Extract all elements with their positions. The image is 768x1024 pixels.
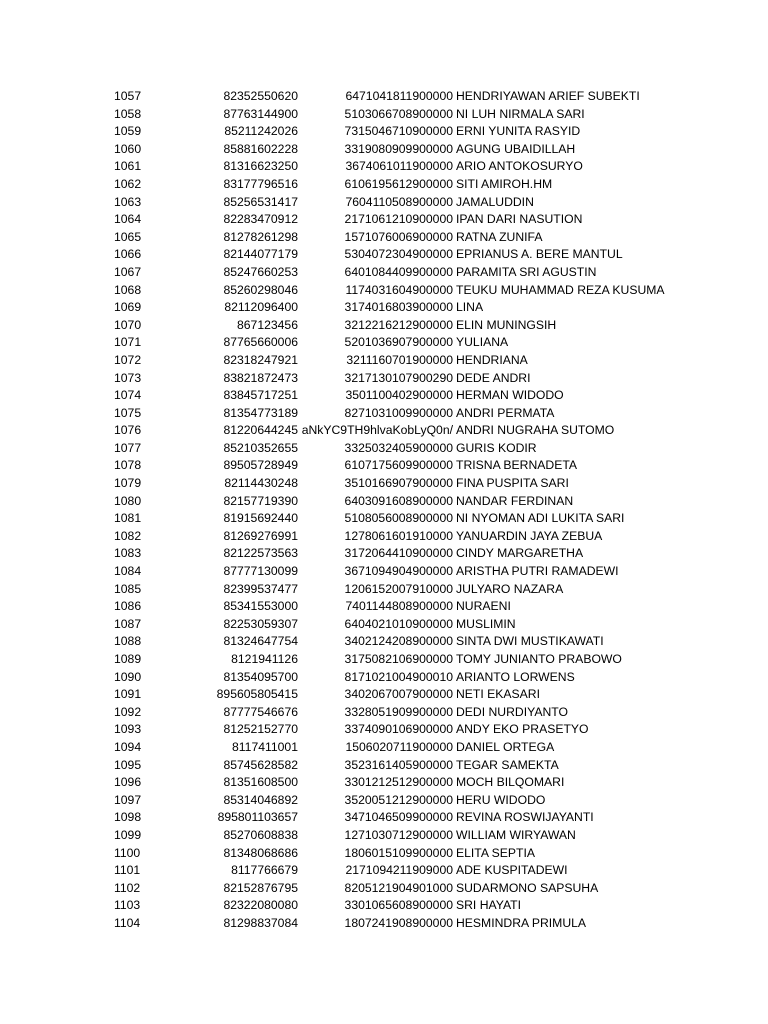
- name-cell: ANDRI PERMATA: [456, 405, 555, 420]
- id-number-cell: [300, 581, 453, 599]
- row-number-cell: 1094: [114, 739, 142, 754]
- id-number-cell: [300, 334, 453, 352]
- id-number-text: 1807241908900000: [344, 915, 453, 930]
- table-row: [0, 158, 768, 176]
- row-number-cell: 1062: [114, 176, 142, 191]
- row-number-cell: 1073: [114, 370, 142, 385]
- id-number-cell: [300, 405, 453, 423]
- phone-number-cell: 85881602228: [223, 141, 298, 156]
- table-row: [0, 123, 768, 141]
- row-number-cell: 1089: [114, 652, 142, 666]
- table-row: [0, 352, 768, 370]
- row-number-cell: 1092: [114, 704, 142, 719]
- row-number-cell: 1061: [114, 159, 142, 174]
- name-cell: AGUNG UBAIDILLAH: [456, 141, 576, 156]
- name-cell: DEDE ANDRI: [456, 370, 531, 385]
- table-row: [0, 581, 768, 599]
- row-number-cell: 1077: [114, 440, 142, 455]
- id-number-text: 5103066708900000: [344, 106, 453, 121]
- name-cell: PARAMITA SRI AGUSTIN: [456, 264, 597, 279]
- phone-number-cell: 82352550620: [223, 89, 298, 103]
- row-number-cell: 1069: [114, 300, 142, 315]
- row-number-cell: 1065: [114, 229, 142, 244]
- id-number-text: 3402124208900000: [344, 634, 453, 649]
- name-cell: ADE KUSPITADEWI: [456, 863, 568, 878]
- table-row: [0, 334, 768, 352]
- name-cell: EPRIANUS A. BERE MANTUL: [456, 247, 623, 262]
- table-row: [0, 457, 768, 475]
- name-cell: CINDY MARGARETHA: [456, 546, 584, 561]
- name-cell: NANDAR FERDINAN: [456, 493, 574, 508]
- name-cell: NI LUH NIRMALA SARI: [456, 106, 585, 121]
- id-number-text: 1806015109900000: [344, 845, 453, 860]
- phone-number-cell: 81354095700: [223, 669, 298, 684]
- row-number-cell: 1088: [114, 634, 142, 649]
- id-number-text: 3175082106900000: [344, 652, 453, 666]
- name-cell: NURAENI: [456, 599, 511, 614]
- phone-number-cell: 85270608838: [223, 827, 298, 842]
- table-row: [0, 809, 768, 827]
- phone-number-cell: 83821872473: [223, 370, 298, 385]
- id-number-cell: [300, 633, 453, 651]
- row-number-cell: 1063: [114, 194, 142, 209]
- id-number-cell: [300, 704, 453, 722]
- name-cell: SUDARMONO SAPSUHA: [456, 880, 599, 895]
- id-number-cell: [300, 757, 453, 775]
- name-cell: TEGAR SAMEKTA: [456, 757, 559, 772]
- phone-number-cell: 83177796516: [223, 176, 298, 191]
- table-row: [0, 880, 768, 898]
- phone-number-cell: 81316623250: [223, 159, 298, 174]
- row-number-cell: 1070: [114, 317, 142, 332]
- table-row: [0, 651, 768, 669]
- phone-number-cell: 82122573563: [223, 546, 298, 561]
- table-row: [0, 563, 768, 581]
- phone-number-cell: 82253059307: [223, 616, 298, 631]
- name-cell: FINA PUSPITA SARI: [456, 476, 569, 491]
- id-number-cell: [300, 123, 453, 141]
- id-number-cell: [300, 246, 453, 264]
- table-row: [0, 510, 768, 528]
- phone-number-cell: 81351608500: [223, 775, 298, 790]
- id-number-text: 1206152007910000: [344, 581, 453, 596]
- id-number-cell: [300, 370, 453, 388]
- phone-number-cell: 82322080080: [223, 898, 298, 913]
- table-row: [0, 282, 768, 300]
- row-number-cell: 1080: [114, 493, 142, 508]
- spreadsheet-table: [0, 88, 768, 933]
- id-number-cell: [300, 809, 453, 827]
- name-cell: JAMALUDDIN: [456, 194, 534, 209]
- id-number-cell: [300, 739, 453, 757]
- phone-number-cell: 895801103657: [217, 810, 298, 825]
- name-cell: WILLIAM WIRYAWAN: [456, 827, 576, 842]
- name-cell: HENDRIYAWAN ARIEF SUBEKTI: [456, 89, 640, 103]
- id-number-text: 1571076006900000: [344, 229, 453, 244]
- row-number-cell: 1071: [114, 335, 142, 350]
- name-cell: ERNI YUNITA RASYID: [456, 124, 581, 139]
- id-number-cell: [300, 827, 453, 845]
- table-row: [0, 845, 768, 863]
- id-number-text: 5304072304900000: [344, 247, 453, 262]
- phone-number-cell: 82399537477: [223, 581, 298, 596]
- row-number-cell: 1084: [114, 564, 142, 579]
- table-row: [0, 370, 768, 388]
- row-number-cell: 1072: [114, 352, 142, 367]
- id-number-text: 6471041811900000: [345, 89, 453, 103]
- id-number-text: 3301212512900000: [344, 775, 453, 790]
- id-number-text: 3402067007900000: [344, 687, 453, 702]
- phone-number-cell: 81354773189: [223, 405, 298, 420]
- table-row: [0, 299, 768, 317]
- phone-number-cell: 81348068686: [223, 845, 298, 860]
- phone-number-cell: 81278261298: [223, 229, 298, 244]
- row-number-cell: 1098: [114, 810, 142, 825]
- name-cell: ELIN MUNINGSIH: [456, 317, 557, 332]
- id-number-cell: [300, 422, 453, 440]
- name-cell: TRISNA BERNADETA: [456, 458, 577, 473]
- phone-number-cell: 82157719390: [223, 493, 298, 508]
- id-number-cell: [300, 545, 453, 563]
- phone-number-cell: 81298837084: [223, 915, 298, 930]
- id-number-text: 3510166907900000: [344, 476, 453, 491]
- id-number-text: 3172064410900000: [344, 546, 453, 561]
- id-number-text: 6401084409900000: [344, 264, 453, 279]
- name-cell: HENDRIANA: [456, 352, 528, 367]
- table-row: [0, 827, 768, 845]
- name-cell: JULYARO NAZARA: [456, 581, 564, 596]
- id-number-text: 3328051909900000: [344, 704, 453, 719]
- id-number-text: 3520051212900000: [344, 792, 453, 807]
- table-row: [0, 598, 768, 616]
- id-number-text: 8271031009900000: [344, 405, 453, 420]
- id-number-cell: [300, 651, 453, 669]
- row-number-cell: 1097: [114, 792, 142, 807]
- id-number-text: 3217130107900290: [344, 370, 453, 385]
- table-row: [0, 387, 768, 405]
- id-number-cell: [300, 669, 453, 687]
- id-number-text: 3325032405900000: [344, 440, 453, 455]
- id-number-cell: [300, 317, 453, 335]
- table-row: [0, 704, 768, 722]
- name-cell: GURIS KODIR: [456, 440, 537, 455]
- id-number-cell: [300, 493, 453, 511]
- name-cell: REVINA ROSWIJAYANTI: [456, 810, 594, 825]
- name-cell: DEDI NURDIYANTO: [456, 704, 568, 719]
- id-number-cell: [300, 563, 453, 581]
- table-row: [0, 422, 768, 440]
- phone-number-cell: 81220644245: [223, 423, 298, 438]
- name-cell: HERMAN WIDODO: [456, 388, 564, 403]
- id-number-text: 2171061210900000: [344, 212, 453, 227]
- table-row: [0, 686, 768, 704]
- phone-number-cell: 85211242026: [224, 124, 298, 139]
- id-number-cell: [300, 141, 453, 159]
- id-number-text: 3501100402900000: [345, 388, 453, 403]
- phone-number-cell: 85314046892: [223, 792, 298, 807]
- table-row: [0, 211, 768, 229]
- row-number-cell: 1086: [114, 599, 142, 614]
- table-row: [0, 141, 768, 159]
- table-row: [0, 915, 768, 933]
- row-number-cell: 1060: [114, 141, 142, 156]
- row-number-cell: 1068: [114, 282, 142, 297]
- id-number-cell: [300, 299, 453, 317]
- name-cell: YANUARDIN JAYA ZEBUA: [456, 528, 603, 543]
- phone-number-cell: 82152876795: [223, 880, 298, 895]
- row-number-cell: 1090: [114, 669, 142, 684]
- name-cell: ARISTHA PUTRI RAMADEWI: [456, 564, 619, 579]
- phone-number-cell: 85260298046: [223, 282, 298, 297]
- name-cell: SITI AMIROH.HM: [456, 176, 553, 191]
- id-number-cell: [300, 352, 453, 370]
- row-number-cell: 1059: [114, 124, 142, 139]
- id-number-cell: [300, 721, 453, 739]
- name-cell: TOMY JUNIANTO PRABOWO: [456, 652, 622, 666]
- name-cell: ELITA SEPTIA: [456, 845, 536, 860]
- row-number-cell: 1101: [114, 863, 141, 878]
- phone-number-cell: 87777546676: [223, 704, 298, 719]
- table-row: [0, 229, 768, 247]
- phone-number-cell: 82144077179: [223, 247, 298, 262]
- row-number-cell: 1064: [114, 212, 142, 227]
- id-number-text: 8171021004900010: [344, 669, 453, 684]
- id-number-cell: [300, 387, 453, 405]
- name-cell: NETI EKASARI: [456, 687, 540, 702]
- id-number-text: 7401144808900000: [345, 599, 453, 614]
- table-row: [0, 616, 768, 634]
- name-cell: RATNA ZUNIFA: [456, 229, 543, 244]
- table-row: [0, 440, 768, 458]
- id-number-text: 6106195612900000: [344, 176, 453, 191]
- row-number-cell: 1103: [114, 898, 141, 913]
- table-row: [0, 528, 768, 546]
- id-number-cell: [300, 475, 453, 493]
- row-number-cell: 1076: [114, 423, 142, 438]
- phone-number-cell: 87777130099: [223, 564, 298, 579]
- table-row: [0, 897, 768, 915]
- table-row: [0, 246, 768, 264]
- name-cell: IPAN DARI NASUTION: [456, 212, 583, 227]
- row-number-cell: 1066: [114, 247, 142, 262]
- phone-number-cell: 85210352655: [223, 440, 298, 455]
- id-number-cell: [300, 792, 453, 810]
- name-cell: ARIO ANTOKOSURYO: [456, 159, 583, 174]
- id-number-cell: [300, 686, 453, 704]
- name-cell: MOCH BILQOMARI: [456, 775, 565, 790]
- id-number-text: 3301065608900000: [344, 898, 453, 913]
- id-number-cell: [300, 211, 453, 229]
- id-number-text: 5201036907900000: [344, 335, 453, 350]
- row-number-cell: 1078: [114, 458, 142, 473]
- table-row: [0, 317, 768, 335]
- id-number-cell: [300, 158, 453, 176]
- id-number-text: 3671094904900000: [344, 564, 453, 579]
- id-number-text: 3211160701900000: [346, 352, 453, 367]
- phone-number-cell: 85341553000: [223, 599, 298, 614]
- phone-number-cell: 82318247921: [223, 352, 298, 367]
- row-number-cell: 1079: [114, 476, 142, 491]
- table-row: [0, 405, 768, 423]
- table-row: [0, 264, 768, 282]
- table-row: [0, 669, 768, 687]
- id-number-cell: [300, 774, 453, 792]
- id-number-text: 3523161405900000: [344, 757, 453, 772]
- table-row: [0, 194, 768, 212]
- table-row: [0, 774, 768, 792]
- id-number-text: 5108056008900000: [344, 511, 453, 526]
- name-cell: ANDRI NUGRAHA SUTOMO: [456, 423, 615, 438]
- phone-number-cell: 83845717251: [223, 388, 298, 403]
- id-number-text: 3212216212900000: [344, 317, 453, 332]
- id-number-text: 1271030712900000: [344, 827, 453, 842]
- name-cell: ANDY EKO PRASETYO: [456, 722, 589, 737]
- id-number-cell: [300, 229, 453, 247]
- id-number-text: 7604110508900000: [345, 194, 453, 209]
- name-cell: HESMINDRA PRIMULA: [456, 915, 587, 930]
- id-number-cell: [300, 880, 453, 898]
- name-cell: HERU WIDODO: [456, 792, 546, 807]
- phone-number-cell: 85256531417: [223, 194, 298, 209]
- table-row: [0, 633, 768, 651]
- table-row: [0, 739, 768, 757]
- phone-number-cell: 81252152770: [223, 722, 298, 737]
- id-number-text: 1506020711900000: [345, 739, 453, 754]
- name-cell: MUSLIMIN: [456, 616, 516, 631]
- row-number-cell: 1058: [114, 106, 142, 121]
- id-number-cell: [300, 845, 453, 863]
- id-number-text: 6404021010900000: [344, 616, 453, 631]
- table-row: [0, 88, 768, 106]
- table-row: [0, 493, 768, 511]
- name-cell: NI NYOMAN ADI LUKITA SARI: [456, 511, 625, 526]
- id-number-text: 1278061601910000: [344, 528, 453, 543]
- row-number-cell: 1091: [114, 687, 142, 702]
- name-cell: ARIANTO LORWENS: [456, 669, 575, 684]
- phone-number-cell: 8117766679: [231, 863, 298, 878]
- table-row: [0, 106, 768, 124]
- id-number-cell: [300, 915, 453, 933]
- table-row: [0, 862, 768, 880]
- row-number-cell: 1093: [114, 722, 142, 737]
- id-number-cell: [300, 264, 453, 282]
- id-number-text: 6107175609900000: [344, 458, 453, 473]
- table-row: [0, 721, 768, 739]
- phone-number-cell: 85745628582: [223, 757, 298, 772]
- row-number-cell: 1100: [114, 845, 141, 860]
- phone-number-cell: 87765660006: [223, 335, 298, 350]
- id-number-cell: [300, 897, 453, 915]
- id-number-text: 3471046509900000: [344, 810, 453, 825]
- id-number-cell: [300, 176, 453, 194]
- phone-number-cell: 82112096400: [224, 300, 298, 315]
- row-number-cell: 1083: [114, 546, 142, 561]
- row-number-cell: 1102: [114, 880, 141, 895]
- id-number-text: 6403091608900000: [344, 493, 453, 508]
- id-number-cell: [300, 598, 453, 616]
- row-number-cell: 1082: [114, 528, 142, 543]
- name-cell: LINA: [456, 300, 484, 315]
- phone-number-cell: 89505728949: [223, 458, 298, 473]
- phone-number-cell: 81324647754: [223, 634, 298, 649]
- phone-number-cell: 8117411001: [232, 739, 298, 754]
- name-cell: TEUKU MUHAMMAD REZA KUSUMA: [456, 282, 665, 297]
- name-cell: YULIANA: [456, 335, 509, 350]
- row-number-cell: 1067: [114, 264, 142, 279]
- row-number-cell: 1057: [114, 89, 142, 103]
- row-number-cell: 1074: [114, 388, 142, 403]
- row-number-cell: 1099: [114, 827, 142, 842]
- name-cell: SRI HAYATI: [456, 898, 522, 913]
- id-number-text: 7315046710900000: [344, 124, 453, 139]
- table-row: [0, 176, 768, 194]
- id-number-cell: [300, 106, 453, 124]
- phone-number-cell: 82283470912: [223, 212, 298, 227]
- phone-number-cell: 81915692440: [223, 511, 298, 526]
- phone-number-cell: 895605805415: [216, 687, 298, 702]
- table-row: [0, 475, 768, 493]
- row-number-cell: 1096: [114, 775, 142, 790]
- id-number-text: 1174031604900000: [345, 282, 453, 297]
- id-number-cell: [300, 528, 453, 546]
- id-number-text: aNkYC9TH9hlvaKobLyQ0n/: [301, 423, 453, 438]
- row-number-cell: 1085: [114, 581, 142, 596]
- row-number-cell: 1095: [114, 757, 142, 772]
- phone-number-cell: 867123456: [236, 317, 298, 332]
- table-row: [0, 545, 768, 563]
- id-number-cell: [300, 88, 453, 106]
- id-number-text: 3174016803900000: [344, 300, 453, 315]
- id-number-text: 2171094211909000: [345, 863, 453, 878]
- id-number-cell: [300, 616, 453, 634]
- row-number-cell: 1104: [114, 915, 141, 930]
- id-number-cell: [300, 457, 453, 475]
- table-row: [0, 757, 768, 775]
- phone-number-cell: 81269276991: [223, 528, 298, 543]
- name-cell: SINTA DWI MUSTIKAWATI: [456, 634, 604, 649]
- row-number-cell: 1075: [114, 405, 142, 420]
- id-number-cell: [300, 440, 453, 458]
- row-number-cell: 1081: [114, 511, 142, 526]
- phone-number-cell: 82114430248: [224, 476, 298, 491]
- id-number-text: 8205121904901000: [344, 880, 453, 895]
- table-row: [0, 792, 768, 810]
- phone-number-cell: 85247660253: [223, 264, 298, 279]
- id-number-cell: [300, 862, 453, 880]
- id-number-cell: [300, 194, 453, 212]
- id-number-text: 3319080909900000: [344, 141, 453, 156]
- id-number-text: 3674061011900000: [345, 159, 453, 174]
- row-number-cell: 1087: [114, 616, 142, 631]
- id-number-cell: [300, 510, 453, 528]
- id-number-cell: [300, 282, 453, 300]
- phone-number-cell: 8121941126: [231, 652, 298, 666]
- phone-number-cell: 87763144900: [223, 106, 298, 121]
- id-number-text: 3374090106900000: [344, 722, 453, 737]
- name-cell: DANIEL ORTEGA: [456, 739, 555, 754]
